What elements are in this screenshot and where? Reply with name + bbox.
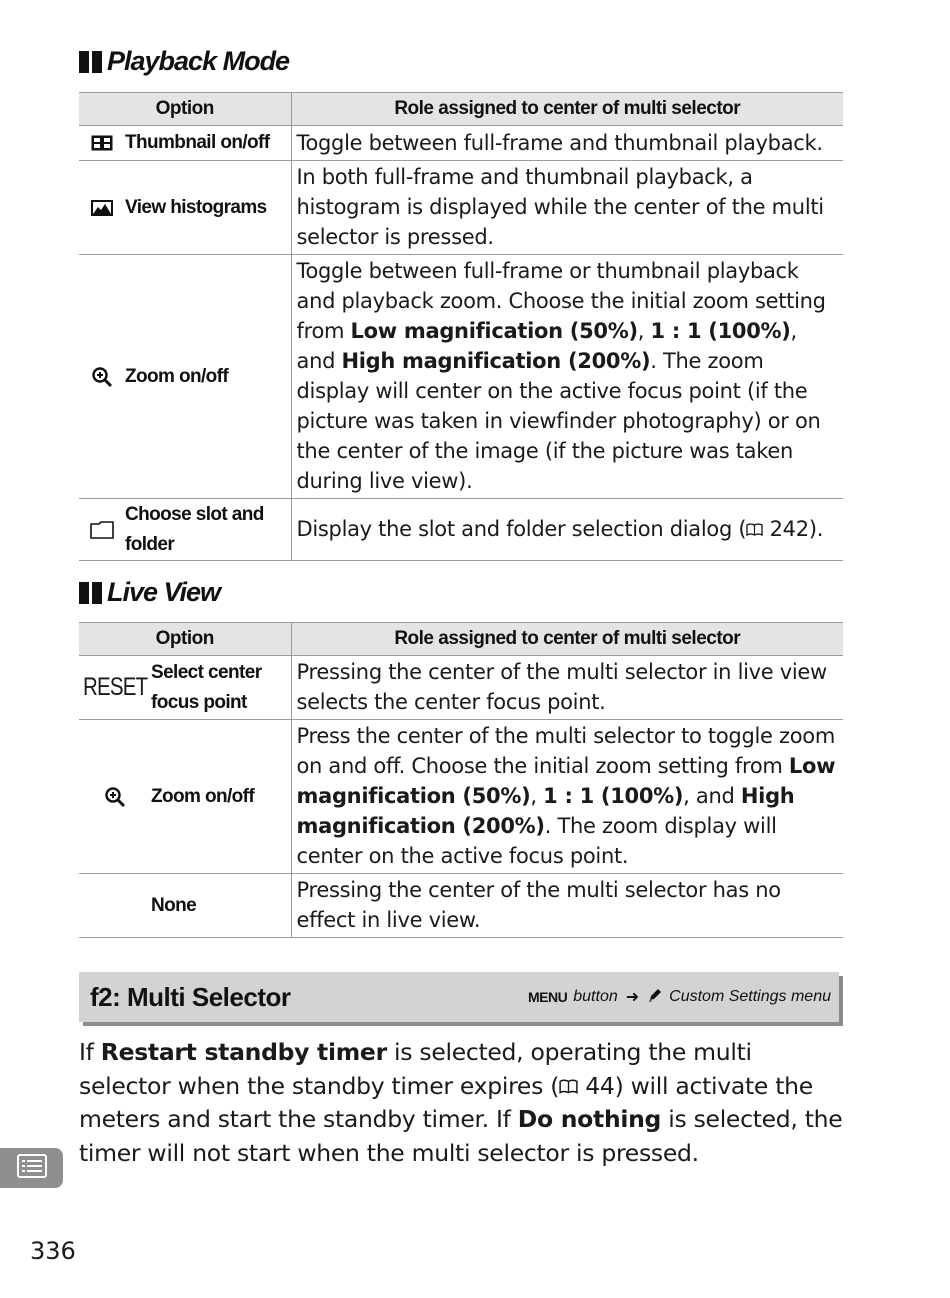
menu-path: [528, 987, 831, 1008]
thumbnail-icon: [79, 135, 125, 151]
header-option: Option: [79, 93, 291, 126]
option-description: Toggle between full-frame and thumbnail playback.: [291, 126, 843, 161]
reset-icon: RESET: [82, 673, 148, 701]
page-reference[interactable]: 44: [578, 1071, 615, 1100]
playback-table: [79, 92, 843, 561]
table-row: [79, 126, 843, 161]
section-title-playback: [79, 46, 289, 77]
option-label: None: [151, 894, 197, 916]
table-row: [79, 874, 843, 938]
option-description: Display the slot and folder selection dialog ( 242).: [291, 499, 843, 561]
setting-banner: [79, 972, 839, 1022]
zoom-icon: [79, 366, 125, 388]
table-row: [79, 499, 843, 561]
zoom-icon: [79, 786, 151, 808]
folder-icon: [79, 521, 125, 539]
table-row: [79, 656, 843, 720]
option-description: Pressing the center of the multi selector has no effect in live view.: [291, 874, 843, 938]
option-label: View histograms: [125, 196, 267, 218]
arrow-icon: ➜: [625, 989, 640, 1006]
option-description: In both full-frame and thumbnail playback, a histogram is displayed while the center of the multi selector is pressed.: [291, 161, 843, 255]
description-paragraph: If Restart standby timer is selected, operating the multi selector when the standby timer expires ( 44) will activate the meters and start the standby timer. If Do nothing is selected, the timer will not start when the multi selector is pressed.: [79, 1038, 843, 1167]
option-label: Zoom on/off: [151, 785, 255, 807]
section-title-text: Playback Mode: [107, 46, 290, 76]
table-row: [79, 255, 843, 499]
section-marker-icon: [79, 582, 102, 604]
book-icon: [559, 1072, 578, 1100]
header-role: Role assigned to center of multi selector: [291, 623, 843, 656]
option-label: Choose slot and folder: [125, 503, 264, 555]
option-description: Press the center of the multi selector to toggle zoom on and off. Choose the initial zoom setting from Low magnification (50%), 1 : 1 (100%), and High magnification (200%). The zoom display will center on the active focus point.: [291, 720, 843, 874]
side-tab[interactable]: [0, 1148, 63, 1188]
page-reference[interactable]: 242: [763, 517, 809, 541]
option-label: Zoom on/off: [125, 365, 229, 387]
section-title-liveview: [79, 577, 220, 608]
option-label: Thumbnail on/off: [125, 132, 270, 153]
book-icon: [746, 517, 763, 541]
menu-path-tail: Custom Settings menu: [669, 988, 831, 1005]
table-row: [79, 161, 843, 255]
header-option: Option: [79, 623, 291, 656]
option-label: Select center focus point: [151, 661, 262, 713]
page-number: 336: [30, 1237, 76, 1265]
option-description: Toggle between full-frame or thumbnail playback and playback zoom. Choose the initial zoom setting from Low magnification (50%), 1 : 1 (100%), and High magnification (200%). The zoom display will center on the active focus point (if the picture was taken in viewfinder photography) or on the center of the image (if the picture was taken during live view).: [291, 255, 843, 499]
section-marker-icon: [79, 51, 102, 73]
button-word: button: [573, 988, 618, 1005]
option-description: Pressing the center of the multi selector in live view selects the center focus point.: [291, 656, 843, 720]
liveview-table: [79, 622, 843, 938]
section-title-text: Live View: [107, 577, 221, 607]
pencil-icon: [647, 987, 663, 1008]
banner-title: f2: Multi Selector: [90, 981, 291, 1012]
table-row: [79, 720, 843, 874]
histogram-icon: [79, 200, 125, 216]
header-role: Role assigned to center of multi selector: [291, 93, 843, 126]
menu-button-label: MENU: [528, 989, 568, 1005]
menu-list-icon: [17, 1154, 47, 1182]
